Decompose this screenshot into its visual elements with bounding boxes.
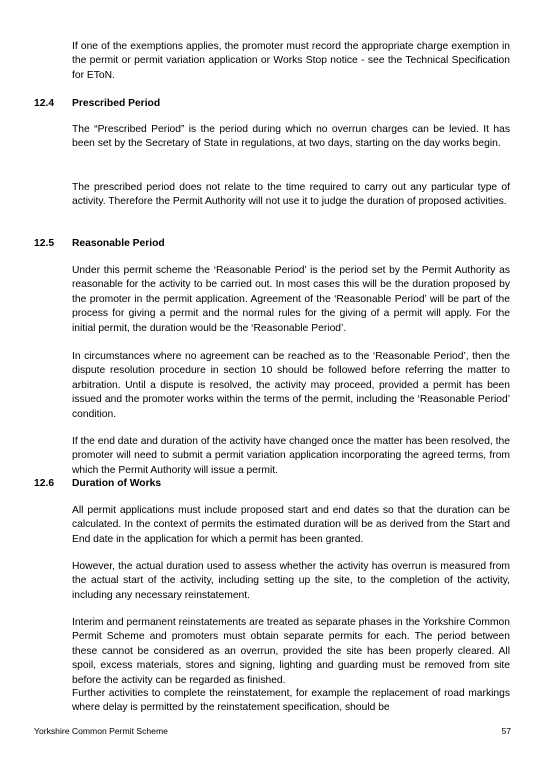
duration-paragraph-1: All permit applications must include proposed start and end dates so that the duration can be calculated. In the context of permits the estimated duration will be as derived from the Start and End date in the application for which a permit has been granted.: [72, 505, 510, 545]
intro-paragraph: If one of the exemptions applies, the promoter must record the appropriate charge exemption in the permit or permit variation application or Works Stop notice - see the Technical Specification for EToN.: [72, 41, 510, 81]
section-number-12-4: 12.4: [34, 98, 55, 109]
footer-page-number: 57: [501, 726, 511, 736]
section-title-duration-of-works: Duration of Works: [72, 478, 162, 489]
section-number-12-5: 12.5: [34, 238, 55, 249]
duration-paragraph-4: Further activities to complete the reinstatement, for example the replacement of road markings where delay is permitted by the reinstatement specification, should be: [72, 688, 510, 714]
section-title-prescribed-period: Prescribed Period: [72, 98, 161, 109]
prescribed-period-paragraph-1: The “Prescribed Period” is the period during which no overrun charges can be levied. It has been set by the Secretary of State in regulations, at two days, starting on the day works begin.: [72, 124, 510, 150]
duration-paragraph-2: However, the actual duration used to assess whether the activity has overrun is measured from the actual start of the activity, including setting up the site, to the completion of the activity, including any necessary reinstatement.: [72, 561, 510, 601]
section-title-reasonable-period: Reasonable Period: [72, 238, 165, 249]
prescribed-period-paragraph-2: The prescribed period does not relate to the time required to carry out any particular type of activity. Therefore the Permit Authority will not use it to judge the duration of proposed activities.: [72, 182, 510, 208]
duration-paragraph-3: Interim and permanent reinstatements are treated as separate phases in the Yorkshire Common Permit Scheme and promoters must obtain separate permits for each. The period between these cannot be considered as an overrun, provided the site has been properly cleared. All spoil, excess materials, stores and signing, lighting and guarding must be removed from site before the activity can be regarded as finished.: [72, 617, 510, 686]
reasonable-period-paragraph-2: In circumstances where no agreement can be reached as to the ‘Reasonable Period’, then the dispute resolution procedure in section 10 should be followed before referring the matter to arbitration. Until a dispute is resolved, the activity may proceed, provided a permit has been issued and the promoter works within the terms of the permit, including the ‘Reasonable Period’ condition.: [72, 351, 510, 420]
section-number-12-6: 12.6: [34, 478, 55, 489]
reasonable-period-paragraph-3: If the end date and duration of the activity have changed once the matter has been resolved, the promoter will need to submit a permit variation application incorporating the agreed terms, from which the Permit Authority will issue a permit.: [72, 436, 510, 476]
footer-document-title: Yorkshire Common Permit Scheme: [34, 726, 168, 736]
reasonable-period-paragraph-1: Under this permit scheme the ‘Reasonable Period’ is the period set by the Permit Authority as reasonable for the activity to be carried out. In most cases this will be the duration proposed by the promoter in the permit application. Agreement of the ‘Reasonable Period’ will be part of the process for giving a permit and the normal rules for the giving of a permit will apply. For the initial permit, the duration would be the ‘Reasonable Period’.: [72, 265, 510, 334]
